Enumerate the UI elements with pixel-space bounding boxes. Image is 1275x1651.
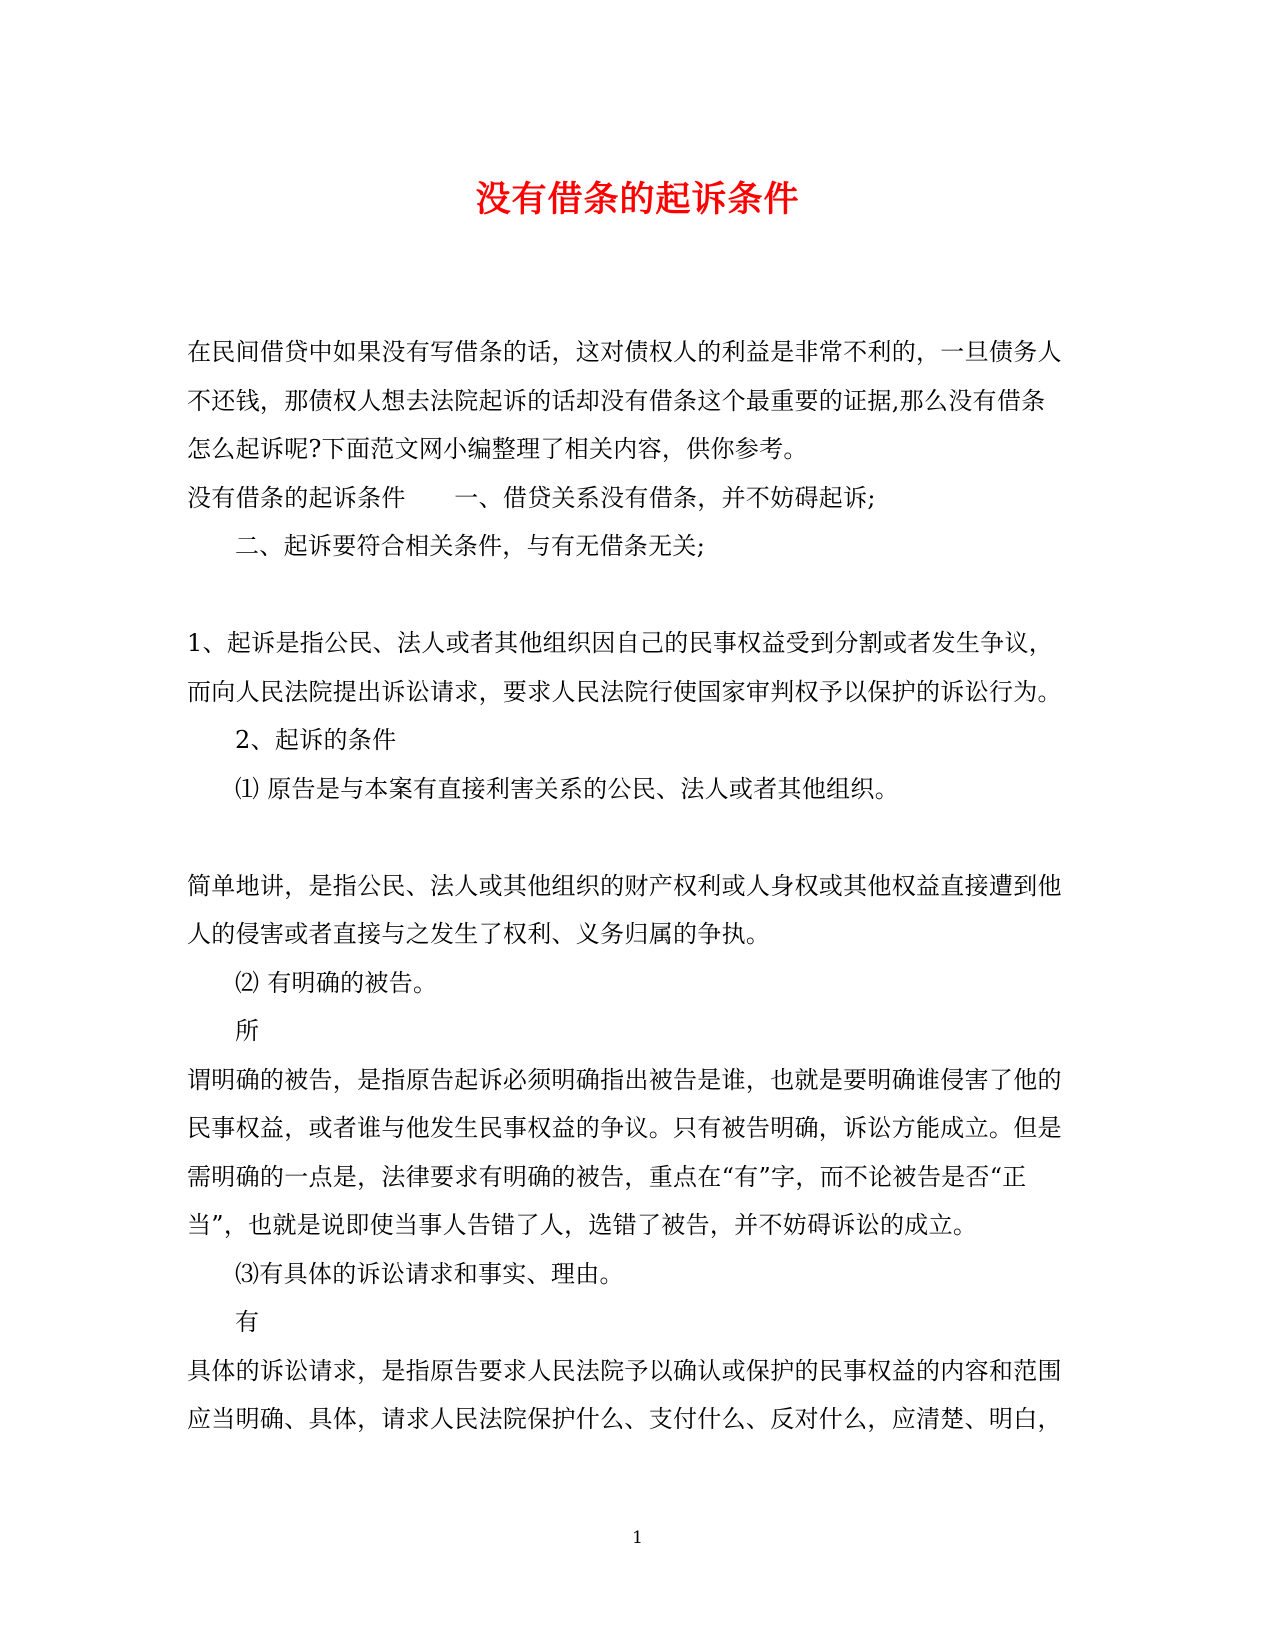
paragraph-line: 有 <box>235 1308 260 1336</box>
paragraph-line: 没有借条的起诉条件 一、借贷关系没有借条，并不妨碍起诉; <box>187 483 876 512</box>
paragraph-gap <box>187 813 1087 862</box>
paragraph-line: 二、起诉要符合相关条件，与有无借条无关; <box>235 532 706 560</box>
paragraph-line: ⑵ 有明确的被告。 <box>235 968 438 997</box>
paragraph-line: 在民间借贷中如果没有写借条的话，这对债权人的利益是非常不利的，一旦债务人 <box>187 338 1062 366</box>
document-body <box>187 328 1087 1444</box>
paragraph-line: 需明确的一点是，法律要求有明确的被告，重点在“有”字，而不论被告是否“正 <box>187 1162 1027 1191</box>
paragraph-line: 1、起诉是指公民、法人或者其他组织因自己的民事权益受到分割或者发生争议， <box>187 629 1054 657</box>
paragraph-line: 所 <box>235 1017 260 1045</box>
paragraph-line: ⑶有具体的诉讼请求和事实、理由。 <box>235 1259 624 1288</box>
document-title: 没有借条的起诉条件 <box>475 179 800 220</box>
paragraph-line: 不还钱，那债权人想去法院起诉的话却没有借条这个最重要的证据,那么没有借条 <box>187 386 1046 415</box>
paragraph-line: 当”，也就是说即使当事人告错了人，选错了被告，并不妨碍诉讼的成立。 <box>187 1211 978 1239</box>
paragraph-line: ⑴ 原告是与本案有直接利害关系的公民、法人或者其他组织。 <box>235 774 900 803</box>
paragraph-line: 民事权益，或者谁与他发生民事权益的争议。只有被告明确，诉讼方能成立。但是 <box>187 1114 1062 1142</box>
paragraph-line: 简单地讲，是指公民、法人或其他组织的财产权利或人身权或其他权益直接遭到他 <box>187 871 1062 900</box>
paragraph-line: 而向人民法院提出诉讼请求，要求人民法院行使国家审判权予以保护的诉讼行为。 <box>187 677 1062 706</box>
page-number: 1 <box>632 1528 643 1548</box>
paragraph-line: 怎么起诉呢?下面范文网小编整理了相关内容，供你参考。 <box>187 435 808 463</box>
paragraph-gap <box>187 571 1087 620</box>
paragraph-line: 人的侵害或者直接与之发生了权利、义务归属的争执。 <box>187 920 771 948</box>
paragraph-line: 具体的诉讼请求，是指原告要求人民法院予以确认或保护的民事权益的内容和范围 <box>187 1356 1062 1385</box>
paragraph-line: 应当明确、具体，请求人民法院保护什么、支付什么、反对什么，应清楚、明白， <box>187 1405 1062 1433</box>
paragraph-line: 谓明确的被告，是指原告起诉必须明确指出被告是谁，也就是要明确谁侵害了他的 <box>187 1065 1062 1094</box>
paragraph-line: 2、起诉的条件 <box>235 726 397 754</box>
